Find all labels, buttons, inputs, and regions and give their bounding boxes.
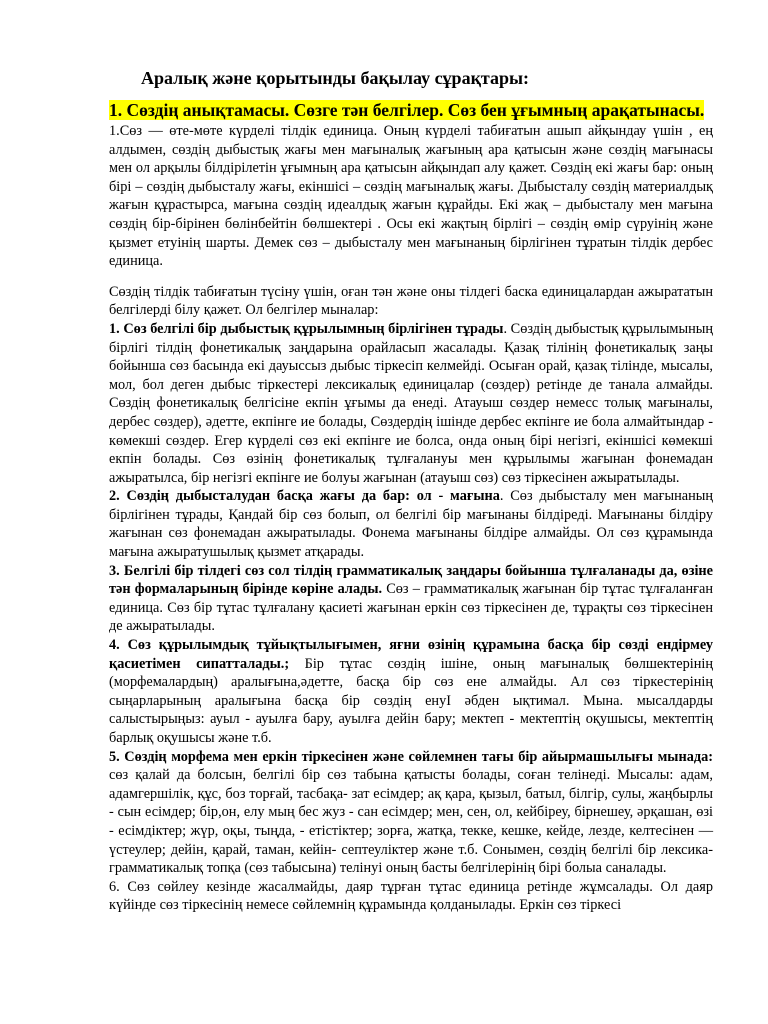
feature-item-6: 6. Сөз сөйлеу кезінде жасалмайды, даяр тұрған тұтас единица ретінде жұмсалады. Ол даяр күйінде сөз тіркесінің немесе сөйлемнің құрамында қолданылады. Еркін сөз тіркесі [109, 878, 713, 914]
section-heading-text: 1. Сөздің анықтамасы. Сөзге тән белгілер. Сөз бен ұғымның арақатынасы. [109, 100, 705, 120]
feature-item-3-body: Сөз – грамматикалық жағынан бір тұтас тұлғаланған единица. Сөз бір тұтас тұлғалану қасиеті жағынан еркін сөз тіркесінен де, тұрақты сөз тіркесінен де ажыратылады. [109, 581, 713, 635]
feature-item-4 [109, 636, 713, 748]
paragraph-features-intro: Сөздің тілдік табиғатын түсіну үшін, оған тән және оны тілдегі баска единицалардан ажырататын белгілерді білу қажет. Ол белгілер мыналар: [109, 283, 713, 319]
feature-item-5 [109, 748, 713, 878]
feature-item-1-body: . Сөздің дыбыстық құрылымының бірлігі тілдің фонетикалық заңдарына орайласып жасалады. Қазақ тілінің фонетикалық заңы бойынша сөз басында екі дауыссыз дыбыс тіркесіп келмейді. Осыған орай, қазақ тілінде, мысалы, мол, бол деген дыбыс тіркестері лексикалық единицалар (сөздер) ретінде де танала алмайды. Сөздің фонетикалық белгісіне екпін ұғымы да енеді. Атауыш сөздер немесс толық мағыналы, дербес сөздер), әдетте, екпінге ие болады, Сөздердің ішінде дербес екпінге ие бола алмайтындар - көмекші сөздер. Егер күрделі сөз екі екпінге ие болса, онда оның бірі негізгі, екіншісі көмекші екпін болады. Сөз өзінің фонетикалық тұлғалануы мен құрылымы жағынан фонемадан ажыратылса, бір негізгі екпінге ие болуы жағынан (атауыш сөз) сөз тіркесінен ажыратылады. [109, 320, 713, 486]
feature-item-2-body: . Сөз дыбысталу мен мағынаның бірлігінен тұрады, Қандай бір сөз болып, ол белгілі бір мағынаны білдіреді. Мағынаны білдіру жағынан сөз фонемадан ажыратылады. Фонема мағынаны білдіре алмайды. Ол сөз құрамында мағына ажыратушылық қызмет атқарады. [109, 488, 713, 561]
feature-item-3 [109, 562, 713, 636]
feature-item-4-lead: 4. Сөз құрылымдық тұйықтылығымен, яғни өзінің құрамына басқа бір сөзді ендірмеу қасиетімен сипатталады.; [109, 637, 713, 672]
feature-item-5-body: сөз қалай да болсын, белгілі бір сөз табына қатысты болады, соған телінеді. Мысалы: адам, адамгершілік, құс, боз торғай, тасбақа- зат есімдер; ақ қара, қызыл, батыл, білгір, сулы, жаңбырлы - сын есімдер; бір,он, елу мың бес жуз - сан есімдер; мен, сен, ол, кейбіреу, бірнешеу, әрқашан, өзі - есімдіктер; жүр, оқы, тыңда, - етістіктер; зорға, жатқа, текке, кешке, кейде, лезде, келтесінен — үстеулер; дейін, қарай, таман, кейін- септеуліктер және т.б. Сонымен, сөздің белгілі бір лексика-грамматикалық топқа (сөз табысына) телінуі оның басты белгілерінің бірі болыа саналады. [109, 767, 713, 877]
paragraph-definition: 1.Сөз — өте-мөте күрделі тілдік единица. Оның күрделі табиғатын ашып айқындау үшін , ең алдымен, сөздің дыбыстық жағы мен мағыналық жағының ара қатысын және сөздің мағынасы мен ол арқылы білдірілетін ұғымның ара қатысын айқындап алу қажет. Сөздің екі жағы бар: оның бірі – сөздің дыбысталу жағы, екіншісі – сөздің мағыналық жағы. Дыбысталу сөздің материалдық жағын құрастырса, мағына сөздің идеалдық жағын құрайды. Екі жақ – дыбысталу мен мағына сөздің бір-бірінен бөлінбейтін бөлшектері . Осы екі жақтың бірлігі – сөздің өмір сүруінің және қызмет етуінің шарты. Демек сөз – дыбысталу мен мағынаның бірлігінен тұратын тілдік дербес единица. [109, 123, 713, 270]
feature-item-1-lead: 1. Сөз белгілі бір дыбыстық құрылымның бірлігінен тұрады [109, 320, 504, 337]
feature-item-3-lead: 3. Белгілі бір тілдегі сөз сол тілдің грамматикалық заңдары бойынша тұлғаланады да, өзіне тән формаларының бірінде көріне алады. [109, 562, 713, 598]
section-heading [109, 98, 713, 122]
feature-item-5-lead: 5. Сөздің морфема мен еркін тіркесінен және сөйлемнен тағы бір айырмашылығы мынада: [109, 748, 713, 765]
feature-item-1 [109, 320, 713, 487]
page-title: Аралық және қорытынды бақылау сұрақтары: [141, 68, 530, 88]
feature-item-2 [109, 487, 713, 561]
feature-item-2-lead: 2. Сөздің дыбысталудан басқа жағы да бар: ол - мағына [109, 488, 500, 505]
paragraph-gap [109, 271, 713, 283]
feature-item-4-body: Бір тұтас сөздің ішіне, оның мағыналық бөлшектерінің (морфемалардың) аралығына,әдетте, басқа бір сөз ене алмайды. Ал сөз тіркестерінің сыңарларының аралығына басқа бір сөздің енуІ әбден ықтимал. Мына. мысалдарды салыстырыңыз: ауыл - ауылға бару, ауылға дейін бару; мектеп - мектептің оқушысы, мектептің барлық оқушысы және т.б. [109, 655, 714, 746]
document-page [109, 66, 713, 915]
